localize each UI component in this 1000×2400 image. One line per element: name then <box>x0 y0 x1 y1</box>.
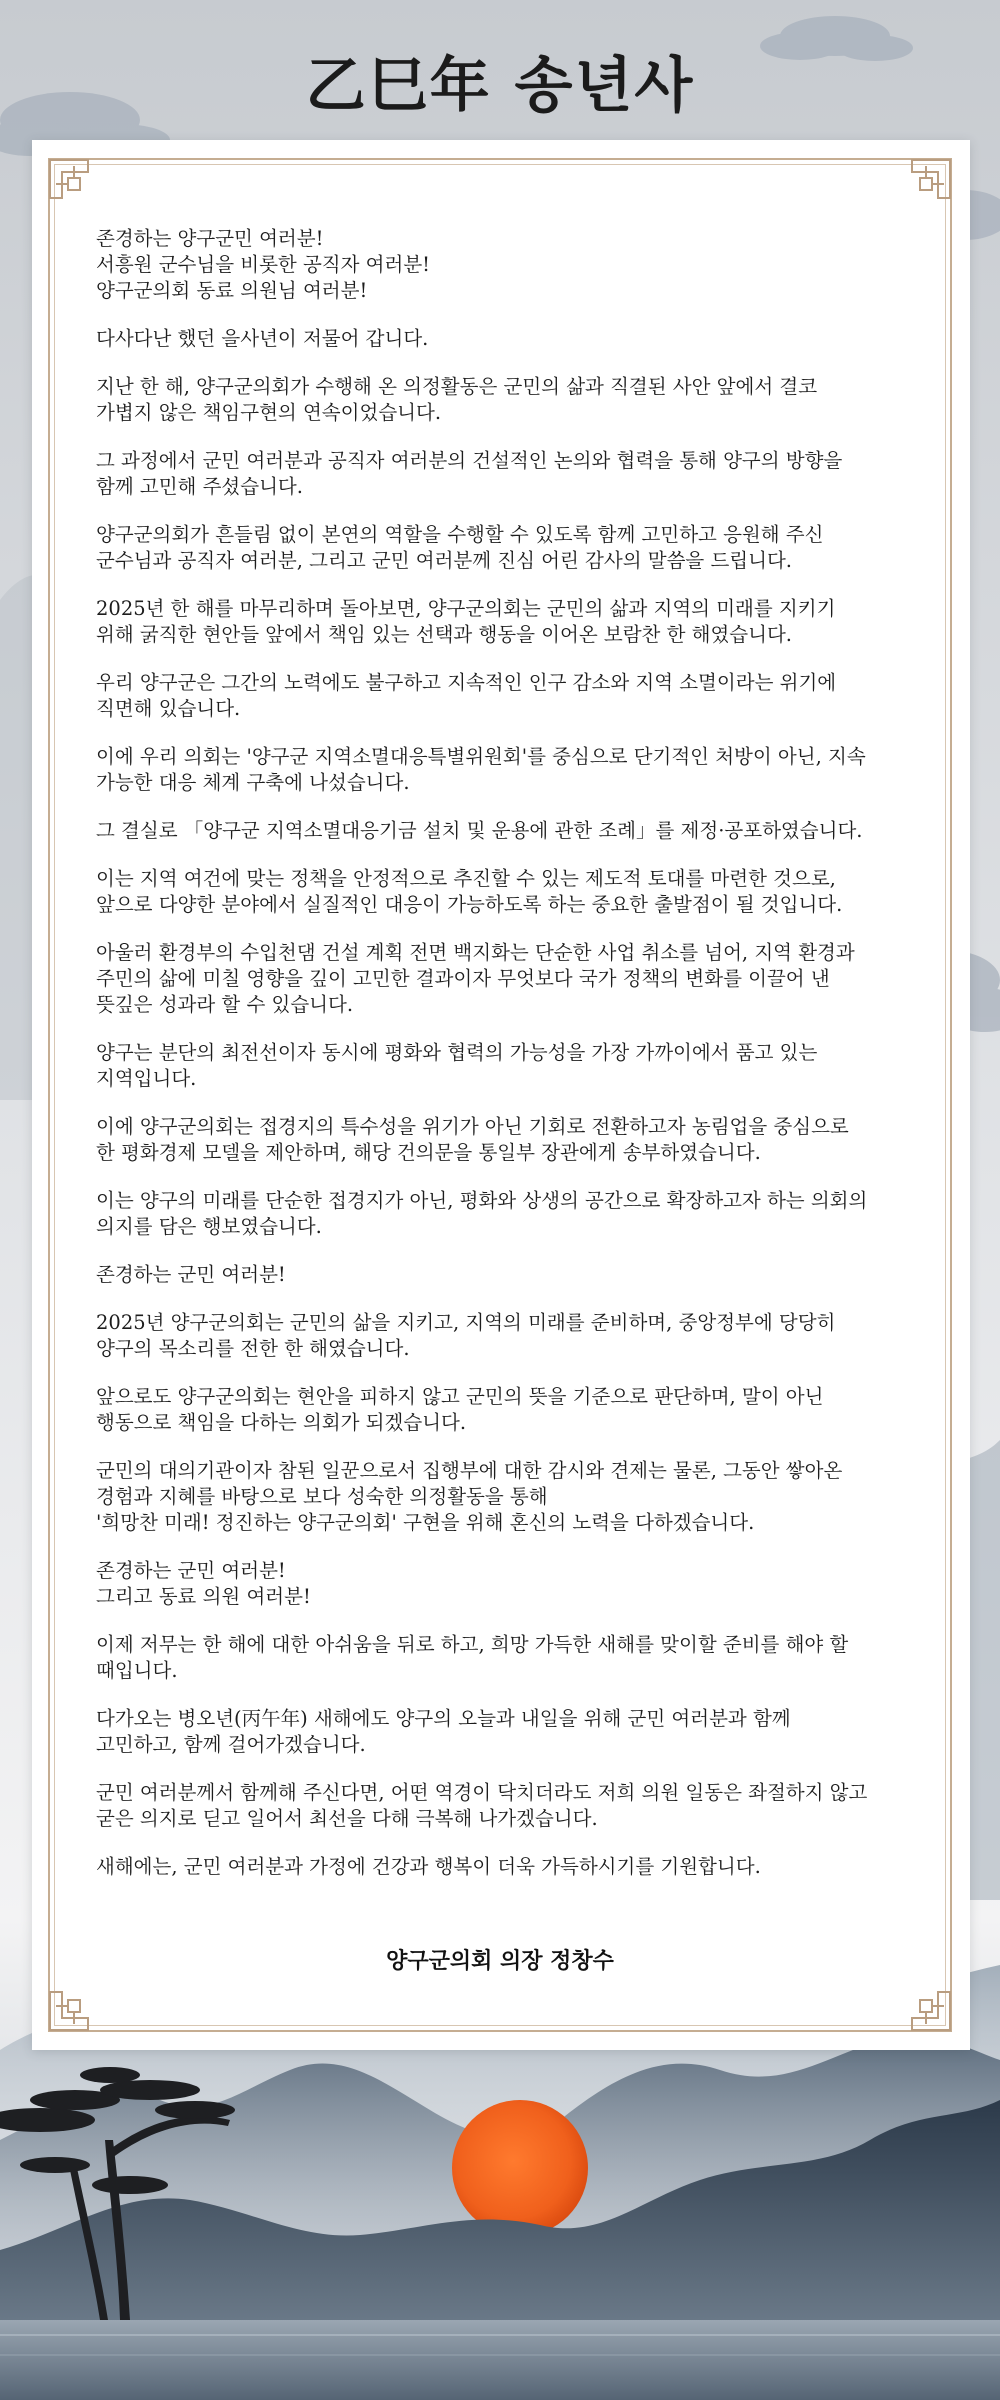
letter-paragraph: 지난 한 해, 양구군의회가 수행해 온 의정활동은 군민의 삶과 직결된 사안 앞에서 결코 가볍지 않은 책임구현의 연속이었습니다. <box>96 375 818 424</box>
letter-paragraph: 앞으로도 양구군의회는 현안을 피하지 않고 군민의 뜻을 기준으로 판단하며, 말이 아닌 행동으로 책임을 다하는 의회가 되겠습니다. <box>96 1385 824 1434</box>
letter-paragraph: 2025년 양구군의회는 군민의 삶을 지키고, 지역의 미래를 준비하며, 중앙정부에 당당히 양구의 목소리를 전한 한 해였습니다. <box>96 1311 836 1360</box>
letter-paragraph: 이제 저무는 한 해에 대한 아쉬움을 뒤로 하고, 희망 가득한 새해를 맞이할 준비를 해야 할 때입니다. <box>96 1633 849 1682</box>
letter-paragraph: 새해에는, 군민 여러분과 가정에 건강과 행복이 더욱 가득하시기를 기원합니다. <box>96 1855 761 1878</box>
letter-paragraph: 존경하는 군민 여러분! <box>96 1263 286 1286</box>
letter-paragraph: 그 결실로 「양구군 지역소멸대응기금 설치 및 운용에 관한 조례」를 제정·공포하였습니다. <box>96 819 863 842</box>
letter-paragraph: 군민 여러분께서 함께해 주신다면, 어떤 역경이 닥치더라도 저희 의원 일동은 좌절하지 않고 굳은 의지로 딛고 일어서 최선을 다해 극복해 나가겠습니다. <box>96 1781 868 1830</box>
letter-paragraph: 다사다난 했던 을사년이 저물어 갑니다. <box>96 327 429 350</box>
river <box>0 2320 1000 2400</box>
letter-paragraph: 이에 양구군의회는 접경지의 특수성을 위기가 아닌 기회로 전환하고자 농림업을 중심으로 한 평화경제 모델을 제안하며, 해당 건의문을 통일부 장관에게 송부하였습니다. <box>96 1115 849 1164</box>
signature: 양구군의회 의장 정창수 <box>386 1949 614 1974</box>
letter-paragraph: 우리 양구군은 그간의 노력에도 불구하고 지속적인 인구 감소와 지역 소멸이라는 위기에 직면해 있습니다. <box>96 671 837 720</box>
letter-paragraph: 아울러 환경부의 수입천댐 건설 계획 전면 백지화는 단순한 사업 취소를 넘어, 지역 환경과 주민의 삶에 미칠 영향을 깊이 고민한 결과이자 무엇보다 국가 정책의 변화를 이끌어 낸 뜻깊은 성과라 할 수 있습니다. <box>96 941 855 1016</box>
letter-paragraph: 군민의 대의기관이자 참된 일꾼으로서 집행부에 대한 감시와 견제는 물론, 그동안 쌓아온 경험과 지혜를 바탕으로 보다 성숙한 의정활동을 통해 '희망찬 미래! 정진하는 양구군의회' 구현을 위해 혼신의 노력을 다하겠습니다. <box>96 1459 843 1534</box>
corner-ornament-icon <box>48 158 102 212</box>
letter-paragraph: 존경하는 양구군민 여러분! 서흥원 군수님을 비롯한 공직자 여러분! 양구군의회 동료 의원님 여러분! <box>96 227 431 302</box>
letter-paragraph: 2025년 한 해를 마무리하며 돌아보면, 양구군의회는 군민의 삶과 지역의 미래를 지키기 위해 굵직한 현안들 앞에서 책임 있는 선택과 행동을 이어온 보람찬 한 해였습니다. <box>96 597 836 646</box>
letter-paragraph: 존경하는 군민 여러분! 그리고 동료 의원 여러분! <box>96 1559 311 1608</box>
corner-ornament-icon <box>48 1978 102 2032</box>
letter-paragraph: 이는 지역 여건에 맞는 정책을 안정적으로 추진할 수 있는 제도적 토대를 마련한 것으로, 앞으로 다양한 분야에서 실질적인 대응이 가능하도록 하는 중요한 출발점이 될 것입니다. <box>96 867 843 916</box>
letter-paragraph: 양구는 분단의 최전선이자 동시에 평화와 협력의 가능성을 가장 가까이에서 품고 있는 지역입니다. <box>96 1041 818 1090</box>
rising-sun <box>452 2100 588 2236</box>
letter-paragraph: 양구군의회가 흔들림 없이 본연의 역할을 수행할 수 있도록 함께 고민하고 응원해 주신 군수님과 공직자 여러분, 그리고 군민 여러분께 진심 어린 감사의 말씀을 드립니다. <box>96 523 824 572</box>
letter-paragraph: 이에 우리 의회는 '양구군 지역소멸대응특별위원회'를 중심으로 단기적인 처방이 아닌, 지속 가능한 대응 체계 구축에 나섰습니다. <box>96 745 866 794</box>
letter-body <box>96 226 916 1902</box>
letter-paragraph: 다가오는 병오년(丙午年) 새해에도 양구의 오늘과 내일을 위해 군민 여러분과 함께 고민하고, 함께 걸어가겠습니다. <box>96 1707 791 1756</box>
corner-ornament-icon <box>898 158 952 212</box>
page-title: 乙巳年 송년사 <box>305 51 695 121</box>
corner-ornament-icon <box>898 1978 952 2032</box>
letter-paragraph: 그 과정에서 군민 여러분과 공직자 여러분의 건설적인 논의와 협력을 통해 양구의 방향을 함께 고민해 주셨습니다. <box>96 449 843 498</box>
letter-paragraph: 이는 양구의 미래를 단순한 접경지가 아닌, 평화와 상생의 공간으로 확장하고자 하는 의회의 의지를 담은 행보였습니다. <box>96 1189 868 1238</box>
